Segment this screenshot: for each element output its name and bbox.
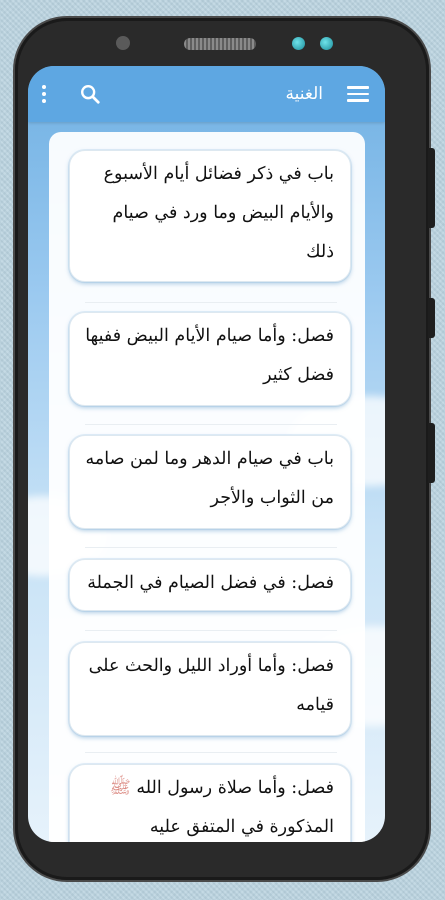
list-item-title-cont: المذكورة في المتفق عليه: [149, 817, 334, 837]
sensor-dot: [320, 37, 333, 50]
side-button: [428, 298, 435, 338]
divider: [85, 630, 337, 631]
list-item[interactable]: [69, 150, 351, 282]
list-item-title: فصل: وأما صيام الأيام البيض ففيها فضل كثير: [85, 326, 334, 385]
list-item[interactable]: [69, 642, 351, 736]
list-item[interactable]: [69, 312, 351, 406]
side-button: [428, 423, 435, 483]
divider: [85, 424, 337, 425]
chapter-list: [49, 132, 365, 842]
salutation-mark: ﷺ: [109, 778, 131, 798]
app-bar: [28, 66, 385, 122]
hamburger-menu-icon[interactable]: [343, 82, 373, 106]
list-item[interactable]: [69, 559, 351, 611]
front-camera: [116, 36, 130, 50]
list-item-title: باب في ذكر فضائل أيام الأسبوع والأيام البيض وما ورد في صيام ذلك: [103, 164, 334, 262]
phone-frame: [15, 18, 429, 880]
search-icon[interactable]: [76, 80, 104, 108]
list-item-title: باب في صيام الدهر وما لمن صامه من الثواب والأجر: [85, 449, 334, 508]
screen: [28, 66, 385, 842]
divider: [85, 547, 337, 548]
divider: [85, 752, 337, 753]
earpiece-speaker: [184, 38, 256, 50]
more-vert-icon[interactable]: [38, 81, 50, 107]
list-item-title: فصل: وأما أوراد الليل والحث على قيامه: [88, 656, 334, 715]
list-item[interactable]: [69, 764, 351, 842]
list-item-title: فصل: في فضل الصيام في الجملة: [87, 573, 334, 593]
side-button: [428, 148, 435, 228]
list-item-title: فصل: وأما صلاة رسول الله: [136, 778, 334, 798]
list-item[interactable]: [69, 435, 351, 529]
app-title: الغنية: [285, 84, 323, 104]
sensor-dot: [292, 37, 305, 50]
divider: [85, 302, 337, 303]
